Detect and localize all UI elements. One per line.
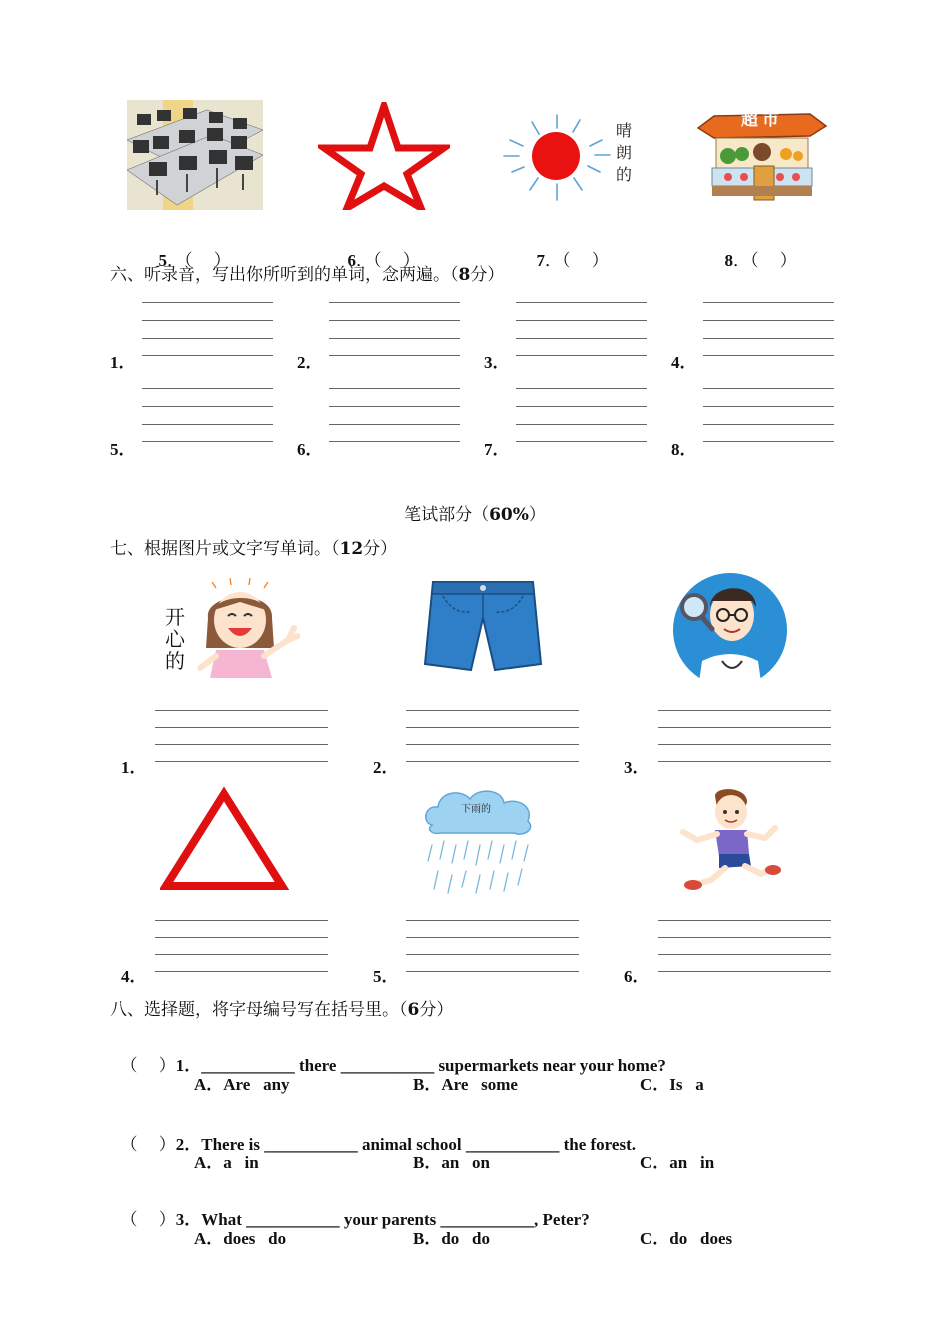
sun-icon <box>500 110 615 205</box>
triangle-icon <box>160 786 290 894</box>
supermarket-sign-text: 超市 <box>741 110 783 130</box>
q2-option-c: C．an in <box>640 1153 715 1172</box>
top-item-5-label: 5．（ ） <box>158 251 231 270</box>
s6-writing-lines-8[interactable] <box>703 388 834 442</box>
q3-option-c: C．do does <box>640 1229 733 1248</box>
s7-writing-lines-6[interactable] <box>658 920 831 972</box>
written-percent: 60% <box>489 505 529 525</box>
q1-answer-paren[interactable]: （ ） <box>120 1056 176 1075</box>
top-item-6-num: 6 <box>347 251 356 270</box>
section8-title-prefix: 八、选择题，将字母编号写在括号里。（ <box>110 1000 408 1020</box>
s6-writing-lines-3[interactable] <box>516 302 647 356</box>
s6-num-1: 1． <box>110 353 136 372</box>
s6-num-7: 7． <box>484 440 510 459</box>
q2-answer-paren[interactable]: （ ） <box>120 1135 176 1154</box>
shorts-icon <box>423 578 543 672</box>
s7-writing-lines-2[interactable] <box>406 710 579 762</box>
q3-option-a: A．does do <box>194 1229 287 1248</box>
section8-title-suffix: 分） <box>419 1000 454 1020</box>
q2-text: There is ___________ animal school ___________ the forest. <box>201 1135 636 1154</box>
q2-option-a: A．a in <box>194 1153 259 1172</box>
s7-num-2: 2． <box>373 758 399 777</box>
q3-text: What ___________ your parents ___________, Peter? <box>201 1210 590 1229</box>
happy-caption <box>165 606 189 672</box>
q3-option-b: B．do do <box>413 1229 491 1248</box>
star-icon <box>318 102 450 210</box>
s7-num-6: 6． <box>624 967 650 986</box>
section6-title-suffix: 分） <box>470 265 505 285</box>
sunny-char-3: 的 <box>616 165 633 184</box>
s6-writing-lines-5[interactable] <box>142 388 273 442</box>
computer-lab-icon <box>127 100 263 210</box>
s6-writing-lines-7[interactable] <box>516 388 647 442</box>
q1-option-a: A．Are any <box>194 1075 290 1094</box>
s7-writing-lines-4[interactable] <box>155 920 328 972</box>
top-item-6-paren[interactable]: （ ） <box>373 251 420 270</box>
s6-num-8: 8． <box>671 440 697 459</box>
happy-char-2: 心 <box>165 627 185 651</box>
s7-writing-lines-1[interactable] <box>155 710 328 762</box>
q1-option-b: B．Are some <box>413 1075 518 1094</box>
section6-title <box>110 260 504 285</box>
top-item-7-label: 7．（ ） <box>536 251 609 270</box>
written-part-title <box>0 500 950 525</box>
section7-title-prefix: 七、根据图片或文字写单词。（ <box>110 539 340 559</box>
q3-answer-paren[interactable]: （ ） <box>120 1210 176 1229</box>
happy-girl-icon <box>190 578 300 684</box>
written-title-suffix: ） <box>528 505 546 525</box>
rainy-caption: 下雨的 <box>461 804 491 815</box>
top-item-8-num: 8 <box>724 251 733 270</box>
running-boy-icon <box>675 788 781 894</box>
section7-title <box>110 534 397 559</box>
section8-title <box>110 995 453 1020</box>
s6-num-3: 3． <box>484 353 510 372</box>
top-item-8-paren[interactable]: （ ） <box>750 251 797 270</box>
s6-num-6: 6． <box>297 440 323 459</box>
q2-num: 2． <box>175 1135 202 1154</box>
s6-num-2: 2． <box>297 353 323 372</box>
s6-num-5: 5． <box>110 440 136 459</box>
s7-writing-lines-3[interactable] <box>658 710 831 762</box>
question-3 <box>112 1185 590 1230</box>
s6-writing-lines-2[interactable] <box>329 302 460 356</box>
top-item-6-label: 6．（ ） <box>347 251 420 270</box>
sunny-char-1: 晴 <box>616 121 633 140</box>
q3-num: 3． <box>175 1210 202 1229</box>
happy-char-1: 开 <box>165 605 185 629</box>
top-item-5-paren[interactable]: （ ） <box>184 251 231 270</box>
section8-score: 6 <box>407 1000 420 1020</box>
sunny-char-2: 朗 <box>616 143 633 162</box>
section7-title-suffix: 分） <box>363 539 398 559</box>
s7-num-5: 5． <box>373 967 399 986</box>
s6-num-4: 4． <box>671 353 697 372</box>
s6-writing-lines-4[interactable] <box>703 302 834 356</box>
sunny-caption <box>616 120 636 186</box>
s7-num-3: 3． <box>624 758 650 777</box>
doctor-icon <box>672 571 788 689</box>
written-title-prefix: 笔试部分（ <box>404 505 490 525</box>
s7-num-1: 1． <box>121 758 147 777</box>
s6-writing-lines-1[interactable] <box>142 302 273 356</box>
happy-char-3: 的 <box>165 649 185 673</box>
q2-option-b: B．an on <box>413 1153 491 1172</box>
s7-num-4: 4． <box>121 967 147 986</box>
top-item-7-paren[interactable]: （ ） <box>562 251 609 270</box>
question-2 <box>112 1110 636 1155</box>
top-item-5-num: 5 <box>158 251 167 270</box>
section6-title-prefix: 六、听录音，写出你所听到的单词，念两遍。（ <box>110 265 459 285</box>
section6-score: 8 <box>458 265 471 285</box>
top-item-8-label: 8．（ ） <box>724 251 797 270</box>
q1-num: 1． <box>175 1056 202 1075</box>
s6-writing-lines-6[interactable] <box>329 388 460 442</box>
s7-writing-lines-5[interactable] <box>406 920 579 972</box>
top-item-7-num: 7 <box>536 251 545 270</box>
section7-score: 12 <box>339 539 364 559</box>
q1-text: ___________ there ___________ supermarkets near your home? <box>201 1056 666 1075</box>
q1-option-c: C．Is a <box>640 1075 704 1094</box>
